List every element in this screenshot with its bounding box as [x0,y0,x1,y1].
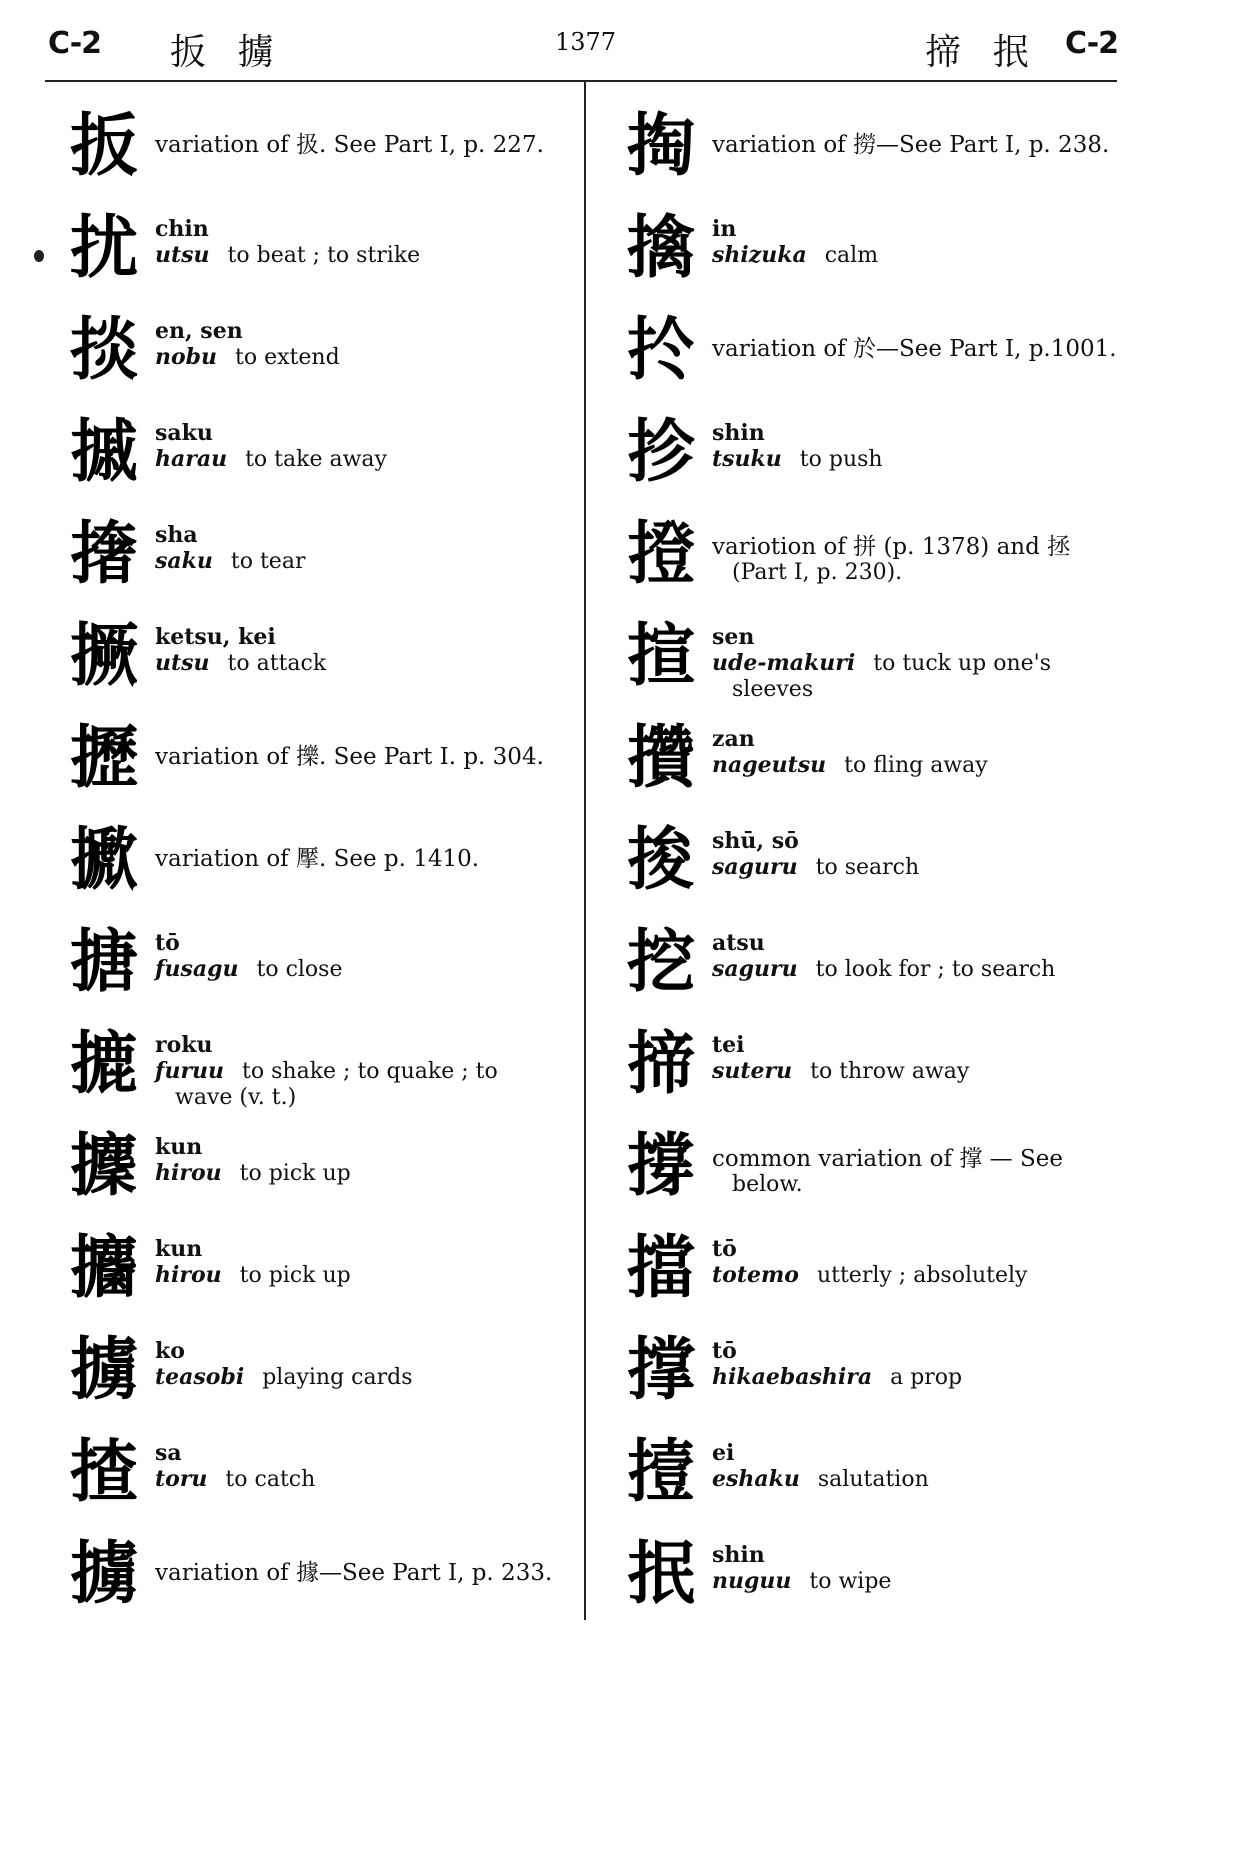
entry-kanji: 撅 [69,617,138,696]
entry-kanji: 攊 [69,719,138,798]
entry [612,916,1142,1018]
entry-gloss: to attack [227,651,327,676]
entry-gloss: to pick up [239,1161,351,1186]
entry-word: utsu [155,650,210,676]
entry-kanji: 攟 [69,1229,138,1308]
entry-gloss: to extend [235,345,340,370]
entry-word: harau [155,446,228,472]
entry-word: saku [155,548,213,574]
entry-kanji: 撜 [626,515,695,594]
entry-word: eshaku [712,1466,800,1492]
entry-variation-continued: (Part I, p. 230). [732,560,903,585]
entry-variation: variotion of 拼 (p. 1378) and 拯 [712,534,1071,560]
entry-gloss: to throw away [810,1059,970,1084]
entry-kanji: 挖 [626,923,695,1002]
entry-kanji: 扰 [69,209,138,288]
entry-gloss: to look for ; to search [815,957,1056,982]
entry-gloss: to pick up [239,1263,351,1288]
entry [55,1120,585,1222]
entry [55,1324,585,1426]
entry [55,304,585,406]
entry [612,202,1142,304]
entry-word: nuguu [712,1568,792,1594]
entry [612,1222,1142,1324]
entry-reading: ketsu, kei [155,624,276,650]
entry-word: hirou [155,1160,222,1186]
entry-word: utsu [155,242,210,268]
entry-kanji: 揥 [626,1025,695,1104]
entry-word: tsuku [712,446,782,472]
entry-kanji: 撐 [626,1127,695,1206]
entry [55,916,585,1018]
entry-gloss: to push [799,447,883,472]
entry-word: shizuka [712,242,807,268]
entry-reading: sen [712,624,755,650]
entry-kanji: 扵 [626,311,695,390]
entry-kanji: 摝 [69,1025,138,1104]
entry-kanji: 摵 [69,413,138,492]
page-number: 1377 [555,28,617,56]
entry-gloss: to tuck up one's [873,651,1051,676]
entry-kanji: 揸 [69,1433,138,1512]
entry-kanji: 撦 [69,515,138,594]
entry [55,1018,585,1120]
entry-kanji: 擨 [69,821,138,900]
entry-word: suteru [712,1058,793,1084]
entry [612,1528,1142,1630]
entry-reading: shin [712,420,765,446]
left-column [55,100,585,1630]
entry [55,610,585,712]
entry-word: hikaebashira [712,1364,873,1390]
entry-word: teasobi [155,1364,245,1390]
entry-reading: kun [155,1134,203,1160]
entry [55,508,585,610]
entry [55,1528,585,1630]
entry-kanji: 撑 [626,1331,695,1410]
entry [612,406,1142,508]
entry [55,1222,585,1324]
entry-gloss: to tear [230,549,306,574]
entry-kanji: 捘 [626,821,695,900]
entry [612,1018,1142,1120]
entry [55,202,585,304]
entry-word: nobu [155,344,218,370]
entry-variation: variation of 擽. See Part I. p. 304. [155,744,544,770]
entry-reading: tō [712,1236,737,1262]
entry-word: furuu [155,1058,225,1084]
entry-variation: variation of 據—See Part I, p. 233. [155,1560,553,1586]
section-code-left: C-2 [48,26,102,61]
entry-reading: sha [155,522,198,548]
entry [612,610,1142,712]
entry-variation: variation of 扱. See Part I, p. 227. [155,132,544,158]
entry-variation: variation of 擪. See p. 1410. [155,846,480,872]
entry-kanji: 抿 [626,1535,695,1614]
entry-reading: shū, sō [712,828,799,854]
entry [55,406,585,508]
entry-reading: kun [155,1236,203,1262]
entry-kanji: 掞 [69,311,138,390]
entry [612,100,1142,202]
entry-variation: variation of 於—See Part I, p.1001. [712,336,1117,362]
entry-kanji: 擄 [69,1331,138,1410]
entry [612,1120,1142,1222]
entry-kanji: 抮 [626,413,695,492]
entry-variation: common variation of 撑 — See [712,1146,1063,1172]
entry-reading: sa [155,1440,182,1466]
entry-gloss: to take away [245,447,387,472]
page-header [0,18,1238,78]
entry-gloss: to close [256,957,343,982]
entry [55,1426,585,1528]
entry-reading: tō [712,1338,737,1364]
header-rule [45,80,1117,82]
entry-word: fusagu [155,956,239,982]
entry-kanji: 擒 [626,209,695,288]
entry-gloss: a prop [890,1365,963,1390]
entry-gloss: utterly ; absolutely [816,1263,1028,1288]
entry-reading: atsu [712,930,765,956]
entry-kanji: 扳 [69,107,138,186]
entry-reading: chin [155,216,209,242]
entry-reading: ko [155,1338,185,1364]
entry-gloss-continued: wave (v. t.) [175,1085,297,1110]
entry-gloss: to wipe [809,1569,892,1594]
entry-word: toru [155,1466,208,1492]
entry-variation-continued: below. [732,1172,803,1197]
entry-word: ude-makuri [712,650,856,676]
entry [612,1324,1142,1426]
entry-kanji: 攈 [69,1127,138,1206]
entry [612,508,1142,610]
entry-reading: tō [155,930,180,956]
entry-reading: in [712,216,737,242]
entry-kanji: 擋 [626,1229,695,1308]
entry [55,100,585,202]
entry [612,712,1142,814]
right-column [612,100,1142,1630]
entry-word: saguru [712,956,798,982]
entry-kanji: 揎 [626,617,695,696]
entry-gloss: to beat ; to strike [227,243,421,268]
entry-word: hirou [155,1262,222,1288]
entry-gloss: to fling away [844,753,988,778]
entry [612,304,1142,406]
header-guide-kanji-right: 揥 抿 [925,32,1039,73]
entry-word: saguru [712,854,798,880]
entry-kanji: 攢 [626,719,695,798]
entry-gloss: to search [815,855,920,880]
entry-word: totemo [712,1262,799,1288]
entry-reading: ei [712,1440,735,1466]
entry-reading: saku [155,420,213,446]
entry-variation: variation of 撈—See Part I, p. 238. [712,132,1110,158]
entry-reading: tei [712,1032,745,1058]
entry-reading: roku [155,1032,213,1058]
entry-word: nageutsu [712,752,827,778]
section-code-right: C-2 [1065,26,1119,61]
entry [612,814,1142,916]
entry-gloss: to shake ; to quake ; to [242,1059,498,1084]
entry-reading: zan [712,726,755,752]
entry-kanji: 撎 [626,1433,695,1512]
entry-kanji: 搪 [69,923,138,1002]
entry [55,814,585,916]
entry-kanji: 擄 [69,1535,138,1614]
entry-gloss: playing cards [262,1365,413,1390]
entry-gloss: to catch [225,1467,316,1492]
entry-gloss-continued: sleeves [732,677,814,702]
entry-gloss: salutation [817,1467,929,1492]
entry [612,1426,1142,1528]
entry-kanji: 掏 [626,107,695,186]
entry [55,712,585,814]
entry-reading: en, sen [155,318,243,344]
entry-reading: shin [712,1542,765,1568]
entry-gloss: calm [824,243,879,268]
margin-mark [34,250,44,262]
header-guide-kanji-left: 扳 擄 [170,32,284,73]
